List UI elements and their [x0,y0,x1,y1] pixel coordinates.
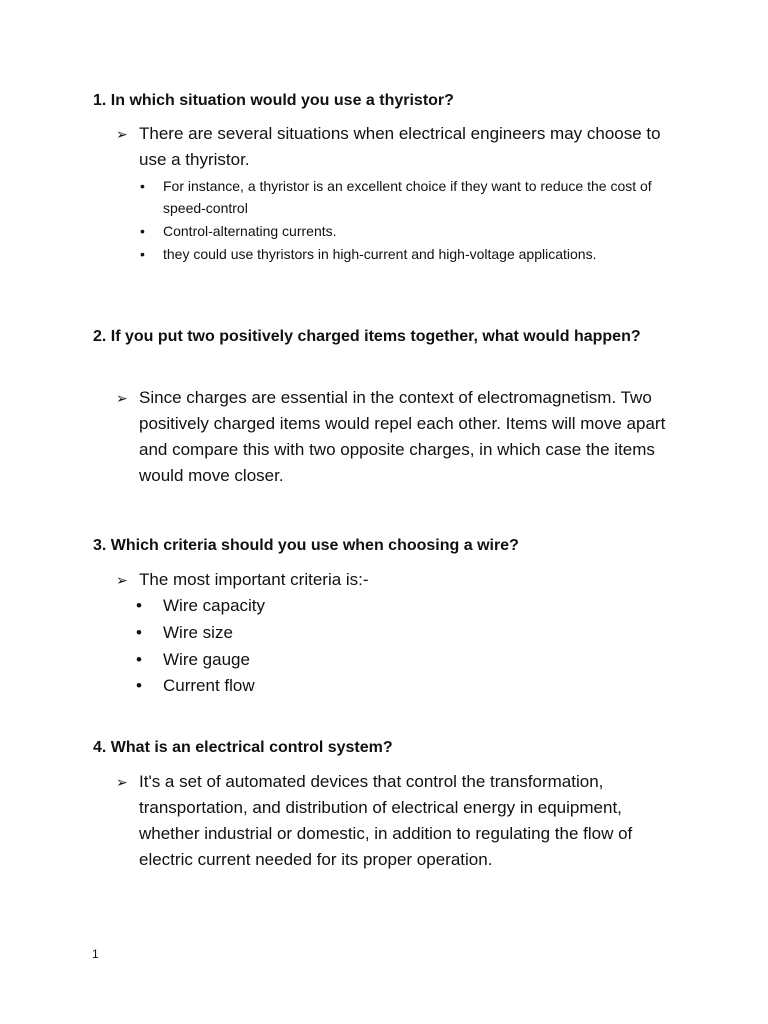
question-2-answer [116,385,676,489]
question-1-answer [116,121,676,173]
list-item [140,243,680,265]
answer-text: The most important criteria is:- [139,570,369,589]
arrow-bullet-icon: ➢ [116,774,128,790]
bullet-icon: • [136,596,142,615]
list-item [136,620,233,646]
list-item [140,175,680,219]
page-number: 1 [92,947,99,961]
bullet-icon: • [140,246,145,262]
list-item [140,220,680,242]
arrow-bullet-icon: ➢ [116,126,128,142]
bullet-icon: • [136,676,142,695]
answer-text: There are several situations when electrical engineers may choose to use a thyristor. [139,124,661,169]
arrow-bullet-icon: ➢ [116,572,128,588]
question-4-answer [116,769,676,873]
bullet-icon: • [136,623,142,642]
list-item-text: Wire size [163,623,233,642]
list-item-text: Current flow [163,676,255,695]
list-item-text: Wire gauge [163,650,250,669]
list-item [136,647,250,673]
question-3-heading: 3. Which criteria should you use when choosing a wire? [93,537,519,554]
list-item [136,593,265,619]
list-item [136,673,255,699]
answer-text: Since charges are essential in the context of electromagnetism. Two positively charged items would repel each other. Items will move apart and compare this with two opposite charges, in which case the items would move closer. [139,388,666,485]
arrow-bullet-icon: ➢ [116,390,128,406]
list-item-text: Wire capacity [163,596,266,615]
list-item-text: Control-alternating currents. [163,223,337,239]
question-4-heading: 4. What is an electrical control system? [93,739,393,756]
answer-text: It's a set of automated devices that control the transformation, transportation, and distribution of electrical energy in equipment, whether industrial or domestic, in addition to regulating the flow of electric current needed for its proper operation. [139,772,633,869]
question-3-answer [116,567,676,593]
list-item-text: For instance, a thyristor is an excellent choice if they want to reduce the cost of speed-control [163,178,652,216]
bullet-icon: • [136,650,142,669]
question-2-heading: 2. If you put two positively charged items together, what would happen? [93,328,641,345]
bullet-icon: • [140,178,145,194]
bullet-icon: • [140,223,145,239]
list-item-text: they could use thyristors in high-current and high-voltage applications. [163,246,597,262]
question-1-heading: 1. In which situation would you use a thyristor? [93,92,454,109]
